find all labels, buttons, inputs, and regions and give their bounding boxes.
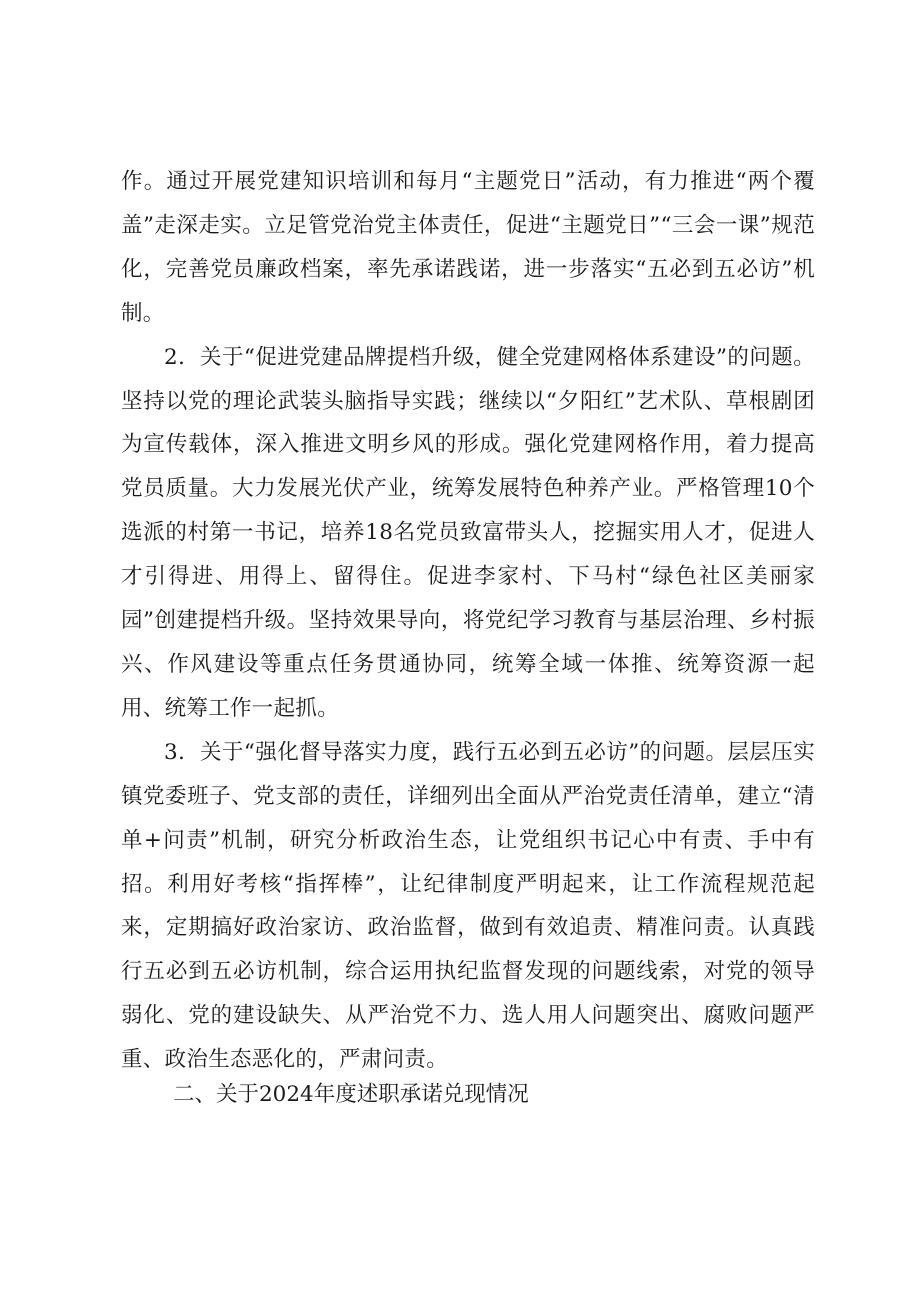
paragraph-continuation: 作。通过开展党建知识培训和每月“主题党日”活动，有力推进“两个覆盖”走深走实。立足管党治党主体责任，促进“主题党日”“三会一课”规范化，完善党员廉政档案，率先承诺践诺，进一步落实“五必到五必访”机制。 — [121, 169, 815, 326]
paragraph-item-2: 2．关于“促进党建品牌提档升级，健全党建网格体系建设”的问题。坚持以党的理论武装头脑指导实践；继续以“夕阳红”艺术队、草根剧团为宣传载体，深入推进文明乡风的形成。强化党建网格作用，着力提高党员质量。大力发展光伏产业，统筹发展特色种养产业。严格管理10个选派的村第一书记，培养18名党员致富带头人，挖掘实用人才，促进人才引得进、用得上、留得住。促进李家村、下马村“绿色社区美丽家园”创建提档升级。坚持效果导向，将党纪学习教育与基层治理、乡村振兴、作风建设等重点任务贯通协同，统筹全域一体推、统筹资源一起用、统筹工作一起抓。 — [121, 344, 815, 721]
section-heading: 二、关于2024年度述职承诺兑现情况 — [173, 1082, 529, 1107]
paragraph-item-3: 3．关于“强化督导落实力度，践行五必到五必访”的问题。层层压实镇党委班子、党支部的责任，详细列出全面从严治党责任清单，建立“清单+问责”机制，研究分析政治生态，让党组织书记心中有责、手中有招。利用好考核“指挥棒”，让纪律制度严明起来，让工作流程规范起来，定期搞好政治家访、政治监督，做到有效追责、精准问责。认真践行五必到五必访机制，综合运用执纪监督发现的问题线索，对党的领导弱化、党的建设缺失、从严治党不力、选人用人问题突出、腐败问题严重、政治生态恶化的，严肃问责。 — [121, 739, 815, 1073]
document-body — [121, 160, 815, 1082]
